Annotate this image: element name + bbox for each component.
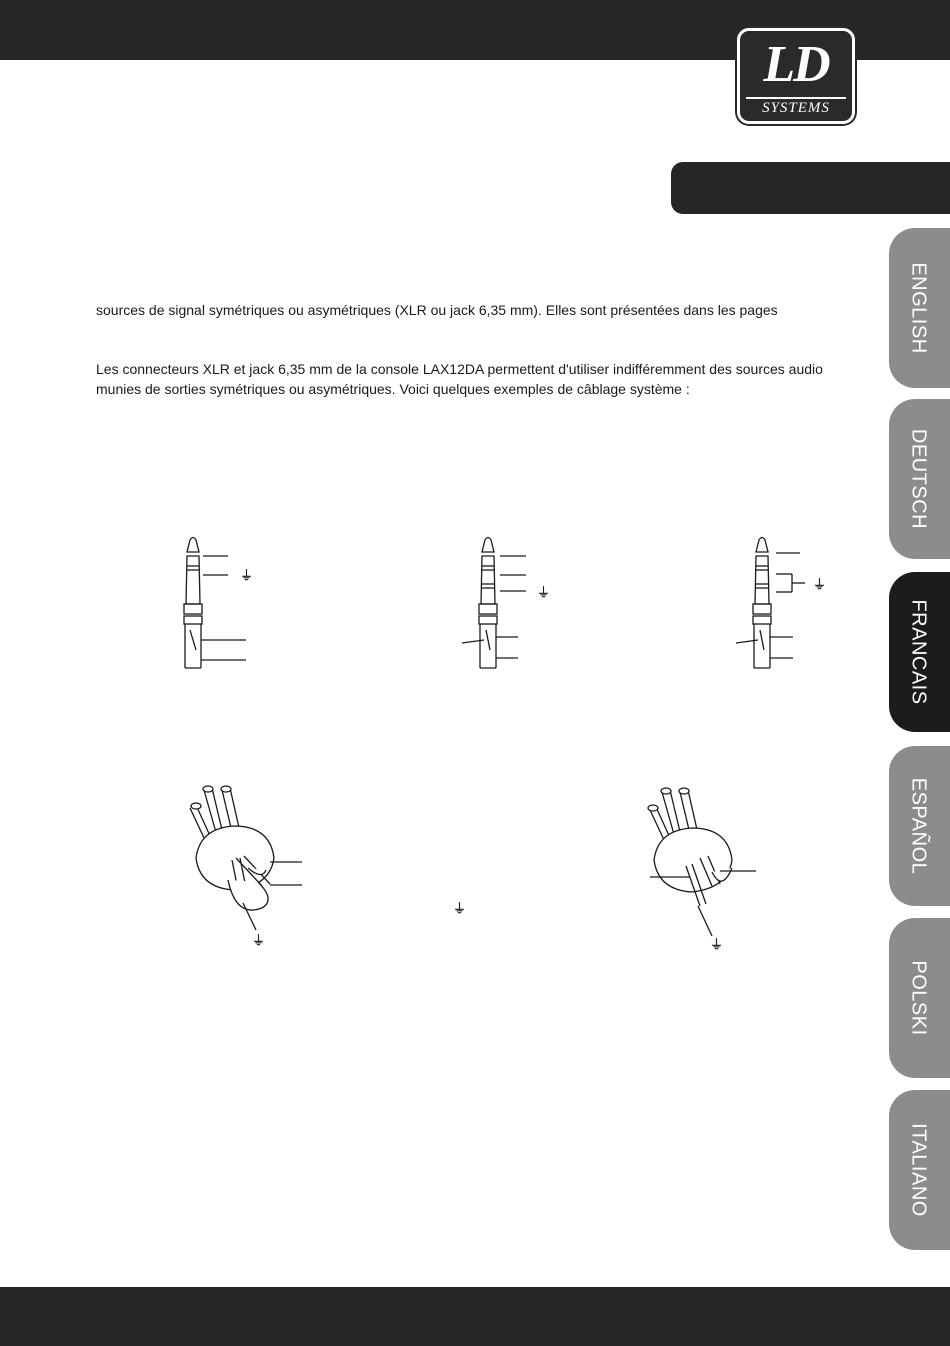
logo-ld-text: LD [763,36,829,93]
tab-label: ESPAÑOL [907,777,930,875]
tab-label: ITALIANO [907,1123,930,1217]
ground-symbol-icon: ⏚ [240,568,254,583]
tab-label: POLSKI [907,960,930,1036]
bottom-bar [0,1287,950,1346]
xlr-connector-2 [648,788,732,906]
jack-plug-mono [184,538,202,669]
logo-systems-text: SYSTEMS [746,97,846,117]
jack-plug-stereo-2 [753,538,771,669]
ground-symbol-icon: ⏚ [453,901,467,916]
ground-symbol-icon: ⏚ [710,937,724,952]
tab-label: ENGLISH [907,262,930,354]
tab-label: DEUTSCH [907,428,930,530]
ground-symbol-icon: ⏚ [252,933,266,948]
ground-symbol-icon: ⏚ [813,577,827,592]
ground-symbol-icon: ⏚ [537,585,551,600]
wiring-paragraph: Les connecteurs XLR et jack 6,35 mm de la console LAX12DA permettent d'utiliser indifféremment des sources audio munies de sorties symétriques ou asymétriques. Voici quelques exemples de câblage système : [96,361,823,397]
xlr-connector-1 [190,786,274,910]
tab-label: FRANCAIS [907,599,930,705]
jack-plug-stereo-1 [479,538,497,669]
intro-paragraph: sources de signal symétriques ou asymétriques (XLR ou jack 6,35 mm). Elles sont présentées dans les pages [96,302,778,318]
